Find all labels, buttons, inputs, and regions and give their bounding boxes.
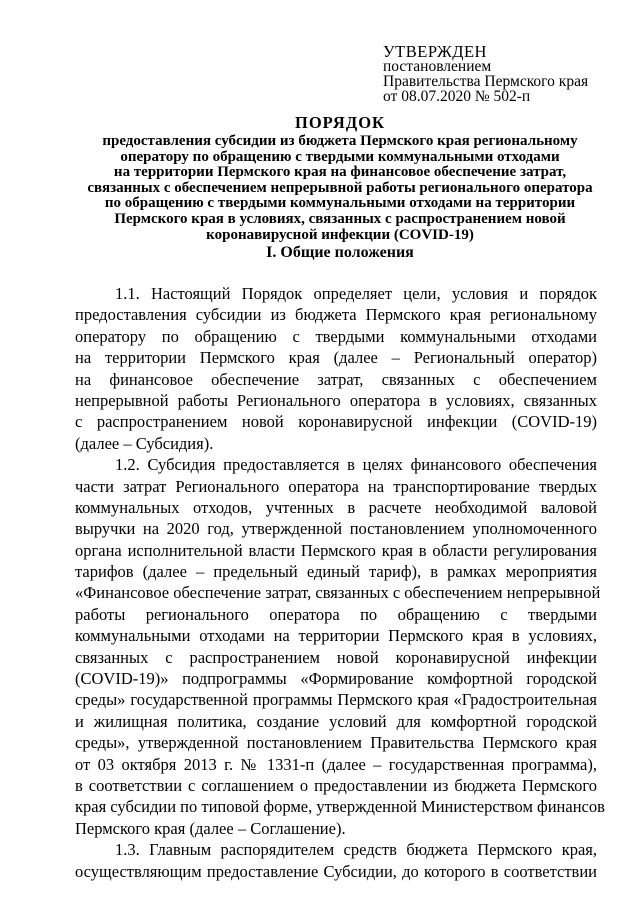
subtitle-line: Пермского края в условиях, связанных с распространением новой: [114, 210, 566, 227]
paragraph-line: 1.1. Настоящий Порядок определяет цели, условия и порядок: [115, 284, 597, 303]
subtitle-line: по обращению с твердыми коммунальными отходами на территории: [104, 195, 576, 212]
paragraph-line: оператору по обращению с твердыми коммунальными отходами: [75, 326, 597, 346]
approval-line: постановлением: [383, 58, 492, 75]
paragraph-line: на территории Пермского края (далее – Региональный оператор): [75, 348, 597, 368]
paragraph-line: (далее – Субсидия).: [75, 433, 214, 453]
approval-line: Правительства Пермского края: [383, 73, 589, 90]
paragraph-line: непрерывной работы Регионального оператора в условиях, связанных: [75, 390, 597, 410]
paragraph-line: и жилищная политика, создание условий для комфортной городской: [75, 711, 597, 731]
paragraph-line: коммунальными отходами на территории Пермского края в условиях,: [75, 626, 597, 646]
paragraph-line: от 03 октября 2013 г. № 1331-п (далее – государственная программа),: [75, 754, 597, 774]
paragraph-line: работы регионального оператора по обращению с твердыми: [75, 604, 597, 624]
subtitle-line: коронавирусной инфекции (COVID-19): [206, 226, 474, 243]
paragraph-line: тарифов (далее – предельный единый тариф), в рамках мероприятия: [75, 562, 597, 582]
paragraph-line: предоставления субсидии из бюджета Пермского края региональному: [75, 305, 597, 325]
paragraph-line: (COVID-19)» подпрограммы «Формирование комфортной городской: [75, 669, 597, 689]
document-subtitle: [60, 134, 620, 243]
subtitle-line: предоставления субсидии из бюджета Пермского края региональному: [102, 133, 578, 149]
paragraph-line: среды», утвержденной постановлением Правительства Пермского края: [75, 733, 597, 753]
paragraph-line: 1.3. Главным распорядителем средств бюджета Пермского края,: [115, 840, 597, 860]
paragraph-line: «Финансовое обеспечение затрат, связанных с обеспечением непрерывной: [75, 583, 601, 603]
paragraph-line: среды» государственной программы Пермского края «Градостроительная: [75, 690, 597, 710]
body-text: [75, 283, 605, 882]
approval-date-line: от 08.07.2020 № 502-п: [383, 88, 531, 105]
paragraph-line: края субсидии по типовой форме, утвержденной Министерством финансов: [75, 797, 605, 817]
paragraph-line: на финансовое обеспечение затрат, связанных с обеспечением: [75, 369, 597, 389]
paragraph-line: в соответствии с соглашением о предоставлении из бюджета Пермского: [75, 775, 597, 795]
paragraph-line: Пермского края (далее – Соглашение).: [75, 818, 346, 838]
paragraph-line: выручки на 2020 год, утвержденной постановлением уполномоченного: [75, 519, 597, 539]
paragraph-line: 1.2. Субсидия предоставляется в целях финансового обеспечения: [115, 455, 597, 475]
paragraph-line: органа исполнительной власти Пермского края в области регулирования: [75, 540, 597, 560]
paragraph-line: части затрат Регионального оператора на транспортирование твердых: [75, 476, 597, 496]
paragraph-line: с распространением новой коронавирусной инфекции (COVID-19): [75, 412, 597, 432]
document-title: ПОРЯДОК: [295, 113, 385, 132]
subtitle-line: оператору по обращению с твердыми коммунальными отходами: [120, 148, 560, 165]
paragraph-line: связанных с распространением новой коронавирусной инфекции: [75, 647, 597, 667]
subtitle-line: на территории Пермского края на финансовое обеспечение затрат,: [113, 164, 567, 181]
subtitle-line: связанных с обеспечением непрерывной работы регионального оператора: [87, 179, 593, 196]
approval-title: УТВЕРЖДЕН: [383, 42, 487, 61]
approval-stamp: [383, 44, 623, 104]
paragraph-line: коммунальных отходов, учтенных в расчете необходимой валовой: [75, 497, 597, 517]
section-heading: I. Общие положения: [266, 244, 414, 261]
paragraph-line: осуществляющим предоставление Субсидии, до которого в соответствии: [75, 861, 597, 881]
